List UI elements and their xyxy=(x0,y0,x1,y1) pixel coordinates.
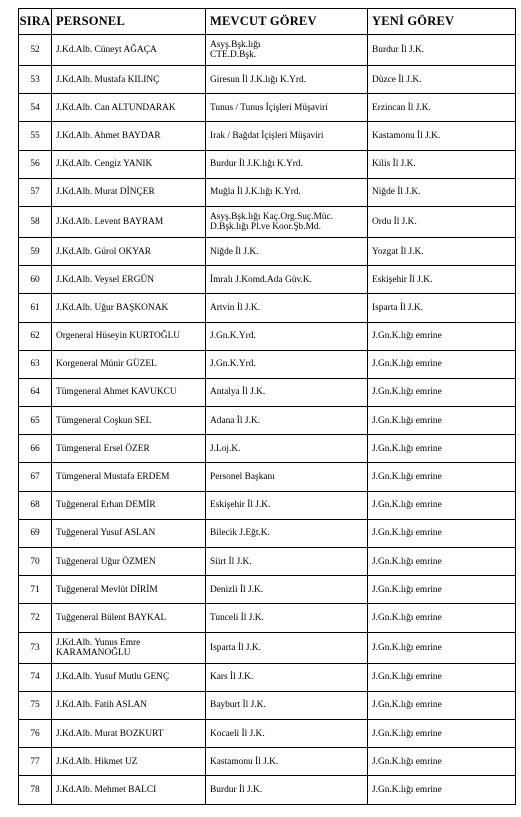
current-duty-line: Denizli İl J.K. xyxy=(210,584,264,595)
personnel-name: J.Kd.Alb. Veysel ERGÜN xyxy=(52,266,206,294)
new-duty: J.Gn.K.lığı emrine xyxy=(368,491,516,519)
new-duty: Eskişehir İl J.K. xyxy=(368,266,516,294)
current-duty-line: Antalya İl J.K. xyxy=(210,387,266,398)
personnel-name: J.Kd.Alb. Uğur BAŞKONAK xyxy=(52,294,206,322)
personnel-name: Orgeneral Hüseyin KURTOĞLU xyxy=(52,322,206,350)
table-row xyxy=(19,435,516,463)
personnel-name: Tümgeneral Mustafa ERDEM xyxy=(52,463,206,491)
current-duty xyxy=(206,491,368,519)
current-duty xyxy=(206,35,368,66)
row-number: 60 xyxy=(19,266,52,294)
new-duty: J.Gn.K.lığı emrine xyxy=(368,519,516,547)
table-row xyxy=(19,632,516,663)
current-duty xyxy=(206,576,368,604)
current-duty xyxy=(206,776,368,804)
new-duty: Kilis İl J.K. xyxy=(368,150,516,178)
current-duty-line: Burdur İl J.K.lığı K.Yrd. xyxy=(210,159,303,170)
current-duty-line: Bayburt İl J.K. xyxy=(210,700,266,711)
personnel-name: Tuğgeneral Mevlüt DİRİM xyxy=(52,576,206,604)
new-duty: Niğde İl J.K. xyxy=(368,178,516,206)
current-duty xyxy=(206,150,368,178)
current-duty-line: Kars İl J.K. xyxy=(210,672,254,683)
row-number: 52 xyxy=(19,35,52,66)
current-duty xyxy=(206,266,368,294)
current-duty xyxy=(206,632,368,663)
current-duty xyxy=(206,719,368,747)
new-duty: J.Gn.K.lığı emrine xyxy=(368,691,516,719)
personnel-name: J.Kd.Alb. Murat DİNÇER xyxy=(52,178,206,206)
current-duty-line: Personel Başkanı xyxy=(210,472,275,483)
personnel-name: J.Kd.Alb. Ahmet BAYDAR xyxy=(52,122,206,150)
current-duty-line: D.Bşk.lığı Pl.ve Koor.Şb.Md. xyxy=(210,221,321,232)
table-row xyxy=(19,691,516,719)
row-number: 66 xyxy=(19,435,52,463)
new-duty: J.Gn.K.lığı emrine xyxy=(368,378,516,406)
row-number: 59 xyxy=(19,237,52,265)
current-duty-line: Giresun İl J.K.lığı K.Yrd. xyxy=(210,74,307,85)
table-row xyxy=(19,548,516,576)
current-duty xyxy=(206,237,368,265)
table-row xyxy=(19,94,516,122)
new-duty: Erzincan İl J.K. xyxy=(368,94,516,122)
row-number: 62 xyxy=(19,322,52,350)
current-duty-line: Isparta İl J.K. xyxy=(210,642,262,653)
current-duty-line: Eskişehir İl J.K. xyxy=(210,500,271,511)
current-duty-line: Artvin İl J.K. xyxy=(210,302,260,313)
row-number: 56 xyxy=(19,150,52,178)
row-number: 65 xyxy=(19,407,52,435)
row-number: 69 xyxy=(19,519,52,547)
table-row xyxy=(19,178,516,206)
current-duty xyxy=(206,691,368,719)
personnel-name: J.Kd.Alb. Levent BAYRAM xyxy=(52,206,206,237)
table-row xyxy=(19,407,516,435)
row-number: 61 xyxy=(19,294,52,322)
personnel-name: J.Kd.Alb. Yusuf Mutlu GENÇ xyxy=(52,663,206,691)
table-row xyxy=(19,294,516,322)
table-row xyxy=(19,463,516,491)
row-number: 54 xyxy=(19,94,52,122)
table-row xyxy=(19,378,516,406)
table-row xyxy=(19,519,516,547)
header-current-duty: MEVCUT GÖREV xyxy=(206,9,368,35)
table-row xyxy=(19,576,516,604)
row-number: 57 xyxy=(19,178,52,206)
personnel-name: Tuğgeneral Uğur ÖZMEN xyxy=(52,548,206,576)
new-duty: J.Gn.K.lığı emrine xyxy=(368,632,516,663)
personnel-name: J.Kd.Alb. Mehmet BALCI xyxy=(52,776,206,804)
current-duty-line: Tunceli İl J.K. xyxy=(210,612,264,623)
personnel-name: J.Kd.Alb. Cüneyt AĞAÇA xyxy=(52,35,206,66)
personnel-name: Tuğgeneral Yusuf ASLAN xyxy=(52,519,206,547)
row-number: 58 xyxy=(19,206,52,237)
row-number: 63 xyxy=(19,350,52,378)
new-duty: Kastamonu İl J.K. xyxy=(368,122,516,150)
assignment-table-page xyxy=(18,8,515,805)
row-number: 67 xyxy=(19,463,52,491)
row-number: 75 xyxy=(19,691,52,719)
table-row xyxy=(19,122,516,150)
row-number: 77 xyxy=(19,748,52,776)
current-duty-line: Tunus / Tunus İçişleri Müşaviri xyxy=(210,102,328,113)
table-row xyxy=(19,350,516,378)
header-personnel: PERSONEL xyxy=(52,9,206,35)
current-duty xyxy=(206,519,368,547)
row-number: 64 xyxy=(19,378,52,406)
personnel-name: Tümgeneral Ahmet KAVUKCU xyxy=(52,378,206,406)
current-duty xyxy=(206,663,368,691)
current-duty xyxy=(206,94,368,122)
personnel-name: J.Kd.Alb. Fatih ASLAN xyxy=(52,691,206,719)
current-duty-line: İmralı J.Komd.Ada Güv.K. xyxy=(210,274,312,285)
current-duty-line: Kastamonu İl J.K. xyxy=(210,756,279,767)
table-row xyxy=(19,748,516,776)
current-duty-line: Muğla İl J.K.lığı K.Yrd. xyxy=(210,187,301,198)
row-number: 53 xyxy=(19,66,52,94)
current-duty-line: Bilecik J.Eğt.K. xyxy=(210,528,270,539)
table-row xyxy=(19,322,516,350)
current-duty-line: J.Loj.K. xyxy=(210,443,241,454)
current-duty-line: Adana İl J.K. xyxy=(210,415,260,426)
header-new-duty: YENİ GÖREV xyxy=(368,9,516,35)
new-duty: J.Gn.K.lığı emrine xyxy=(368,435,516,463)
current-duty xyxy=(206,407,368,435)
current-duty xyxy=(206,178,368,206)
current-duty xyxy=(206,66,368,94)
current-duty xyxy=(206,294,368,322)
current-duty xyxy=(206,435,368,463)
new-duty: Isparta İl J.K. xyxy=(368,294,516,322)
new-duty: J.Gn.K.lığı emrine xyxy=(368,719,516,747)
table-row xyxy=(19,604,516,632)
personnel-name: Tuğgeneral Bülent BAYKAL xyxy=(52,604,206,632)
personnel-name: Korgeneral Münir GÜZEL xyxy=(52,350,206,378)
current-duty-line: Siirt İl J.K. xyxy=(210,556,252,567)
new-duty: J.Gn.K.lığı emrine xyxy=(368,604,516,632)
current-duty xyxy=(206,748,368,776)
table-row xyxy=(19,206,516,237)
current-duty xyxy=(206,604,368,632)
new-duty: J.Gn.K.lığı emrine xyxy=(368,576,516,604)
new-duty: Yozgat İl J.K. xyxy=(368,237,516,265)
current-duty-line: Burdur İl J.K. xyxy=(210,784,263,795)
personnel-name: J.Kd.Alb. Yunus Emre KARAMANOĞLU xyxy=(52,632,206,663)
new-duty: J.Gn.K.lığı emrine xyxy=(368,663,516,691)
current-duty xyxy=(206,350,368,378)
current-duty xyxy=(206,122,368,150)
current-duty xyxy=(206,378,368,406)
assignment-table xyxy=(18,8,516,805)
current-duty xyxy=(206,463,368,491)
table-row xyxy=(19,35,516,66)
row-number: 71 xyxy=(19,576,52,604)
table-header-row xyxy=(19,9,516,35)
table-body xyxy=(19,35,516,805)
table-row xyxy=(19,719,516,747)
current-duty-line: Kocaeli İl J.K. xyxy=(210,728,265,739)
personnel-name: J.Kd.Alb. Murat BOZKURT xyxy=(52,719,206,747)
table-row xyxy=(19,237,516,265)
personnel-name: J.Kd.Alb. Hikmet UZ xyxy=(52,748,206,776)
current-duty-line: Niğde İl J.K. xyxy=(210,246,259,257)
current-duty-line: Asyş.Bşk.lığı Kaç.Org.Suç.Müc. xyxy=(210,211,334,222)
current-duty xyxy=(206,548,368,576)
row-number: 70 xyxy=(19,548,52,576)
new-duty: J.Gn.K.lığı emrine xyxy=(368,350,516,378)
row-number: 55 xyxy=(19,122,52,150)
new-duty: J.Gn.K.lığı emrine xyxy=(368,548,516,576)
current-duty-line: J.Gn.K.Yrd. xyxy=(210,359,256,370)
personnel-name: J.Kd.Alb. Gürol OKYAR xyxy=(52,237,206,265)
table-row xyxy=(19,66,516,94)
new-duty: J.Gn.K.lığı emrine xyxy=(368,322,516,350)
row-number: 78 xyxy=(19,776,52,804)
table-row xyxy=(19,266,516,294)
personnel-name: J.Kd.Alb. Can ALTUNDARAK xyxy=(52,94,206,122)
new-duty: J.Gn.K.lığı emrine xyxy=(368,748,516,776)
new-duty: Burdur İl J.K. xyxy=(368,35,516,66)
personnel-name: Tümgeneral Ersel ÖZER xyxy=(52,435,206,463)
row-number: 73 xyxy=(19,632,52,663)
current-duty-line: J.Gn.K.Yrd. xyxy=(210,331,256,342)
new-duty: J.Gn.K.lığı emrine xyxy=(368,407,516,435)
personnel-name: J.Kd.Alb. Mustafa KILINÇ xyxy=(52,66,206,94)
table-row xyxy=(19,663,516,691)
table-row xyxy=(19,150,516,178)
table-row xyxy=(19,491,516,519)
row-number: 72 xyxy=(19,604,52,632)
personnel-name: Tuğgeneral Erhan DEMİR xyxy=(52,491,206,519)
personnel-name: Tümgeneral Coşkun SEL xyxy=(52,407,206,435)
current-duty xyxy=(206,322,368,350)
header-no: SIRA xyxy=(19,9,52,35)
new-duty: J.Gn.K.lığı emrine xyxy=(368,463,516,491)
new-duty: J.Gn.K.lığı emrine xyxy=(368,776,516,804)
table-row xyxy=(19,776,516,804)
current-duty xyxy=(206,206,368,237)
current-duty-line: CTE.D.Bşk. xyxy=(210,50,257,60)
row-number: 74 xyxy=(19,663,52,691)
current-duty-line: Asyş.Bşk.lığı xyxy=(210,40,261,50)
row-number: 76 xyxy=(19,719,52,747)
new-duty: Düzce İl J.K. xyxy=(368,66,516,94)
row-number: 68 xyxy=(19,491,52,519)
current-duty-line: Irak / Bağdat İçişleri Müşaviri xyxy=(210,130,324,141)
personnel-name: J.Kd.Alb. Cengiz YANIK xyxy=(52,150,206,178)
new-duty: Ordu İl J.K. xyxy=(368,206,516,237)
